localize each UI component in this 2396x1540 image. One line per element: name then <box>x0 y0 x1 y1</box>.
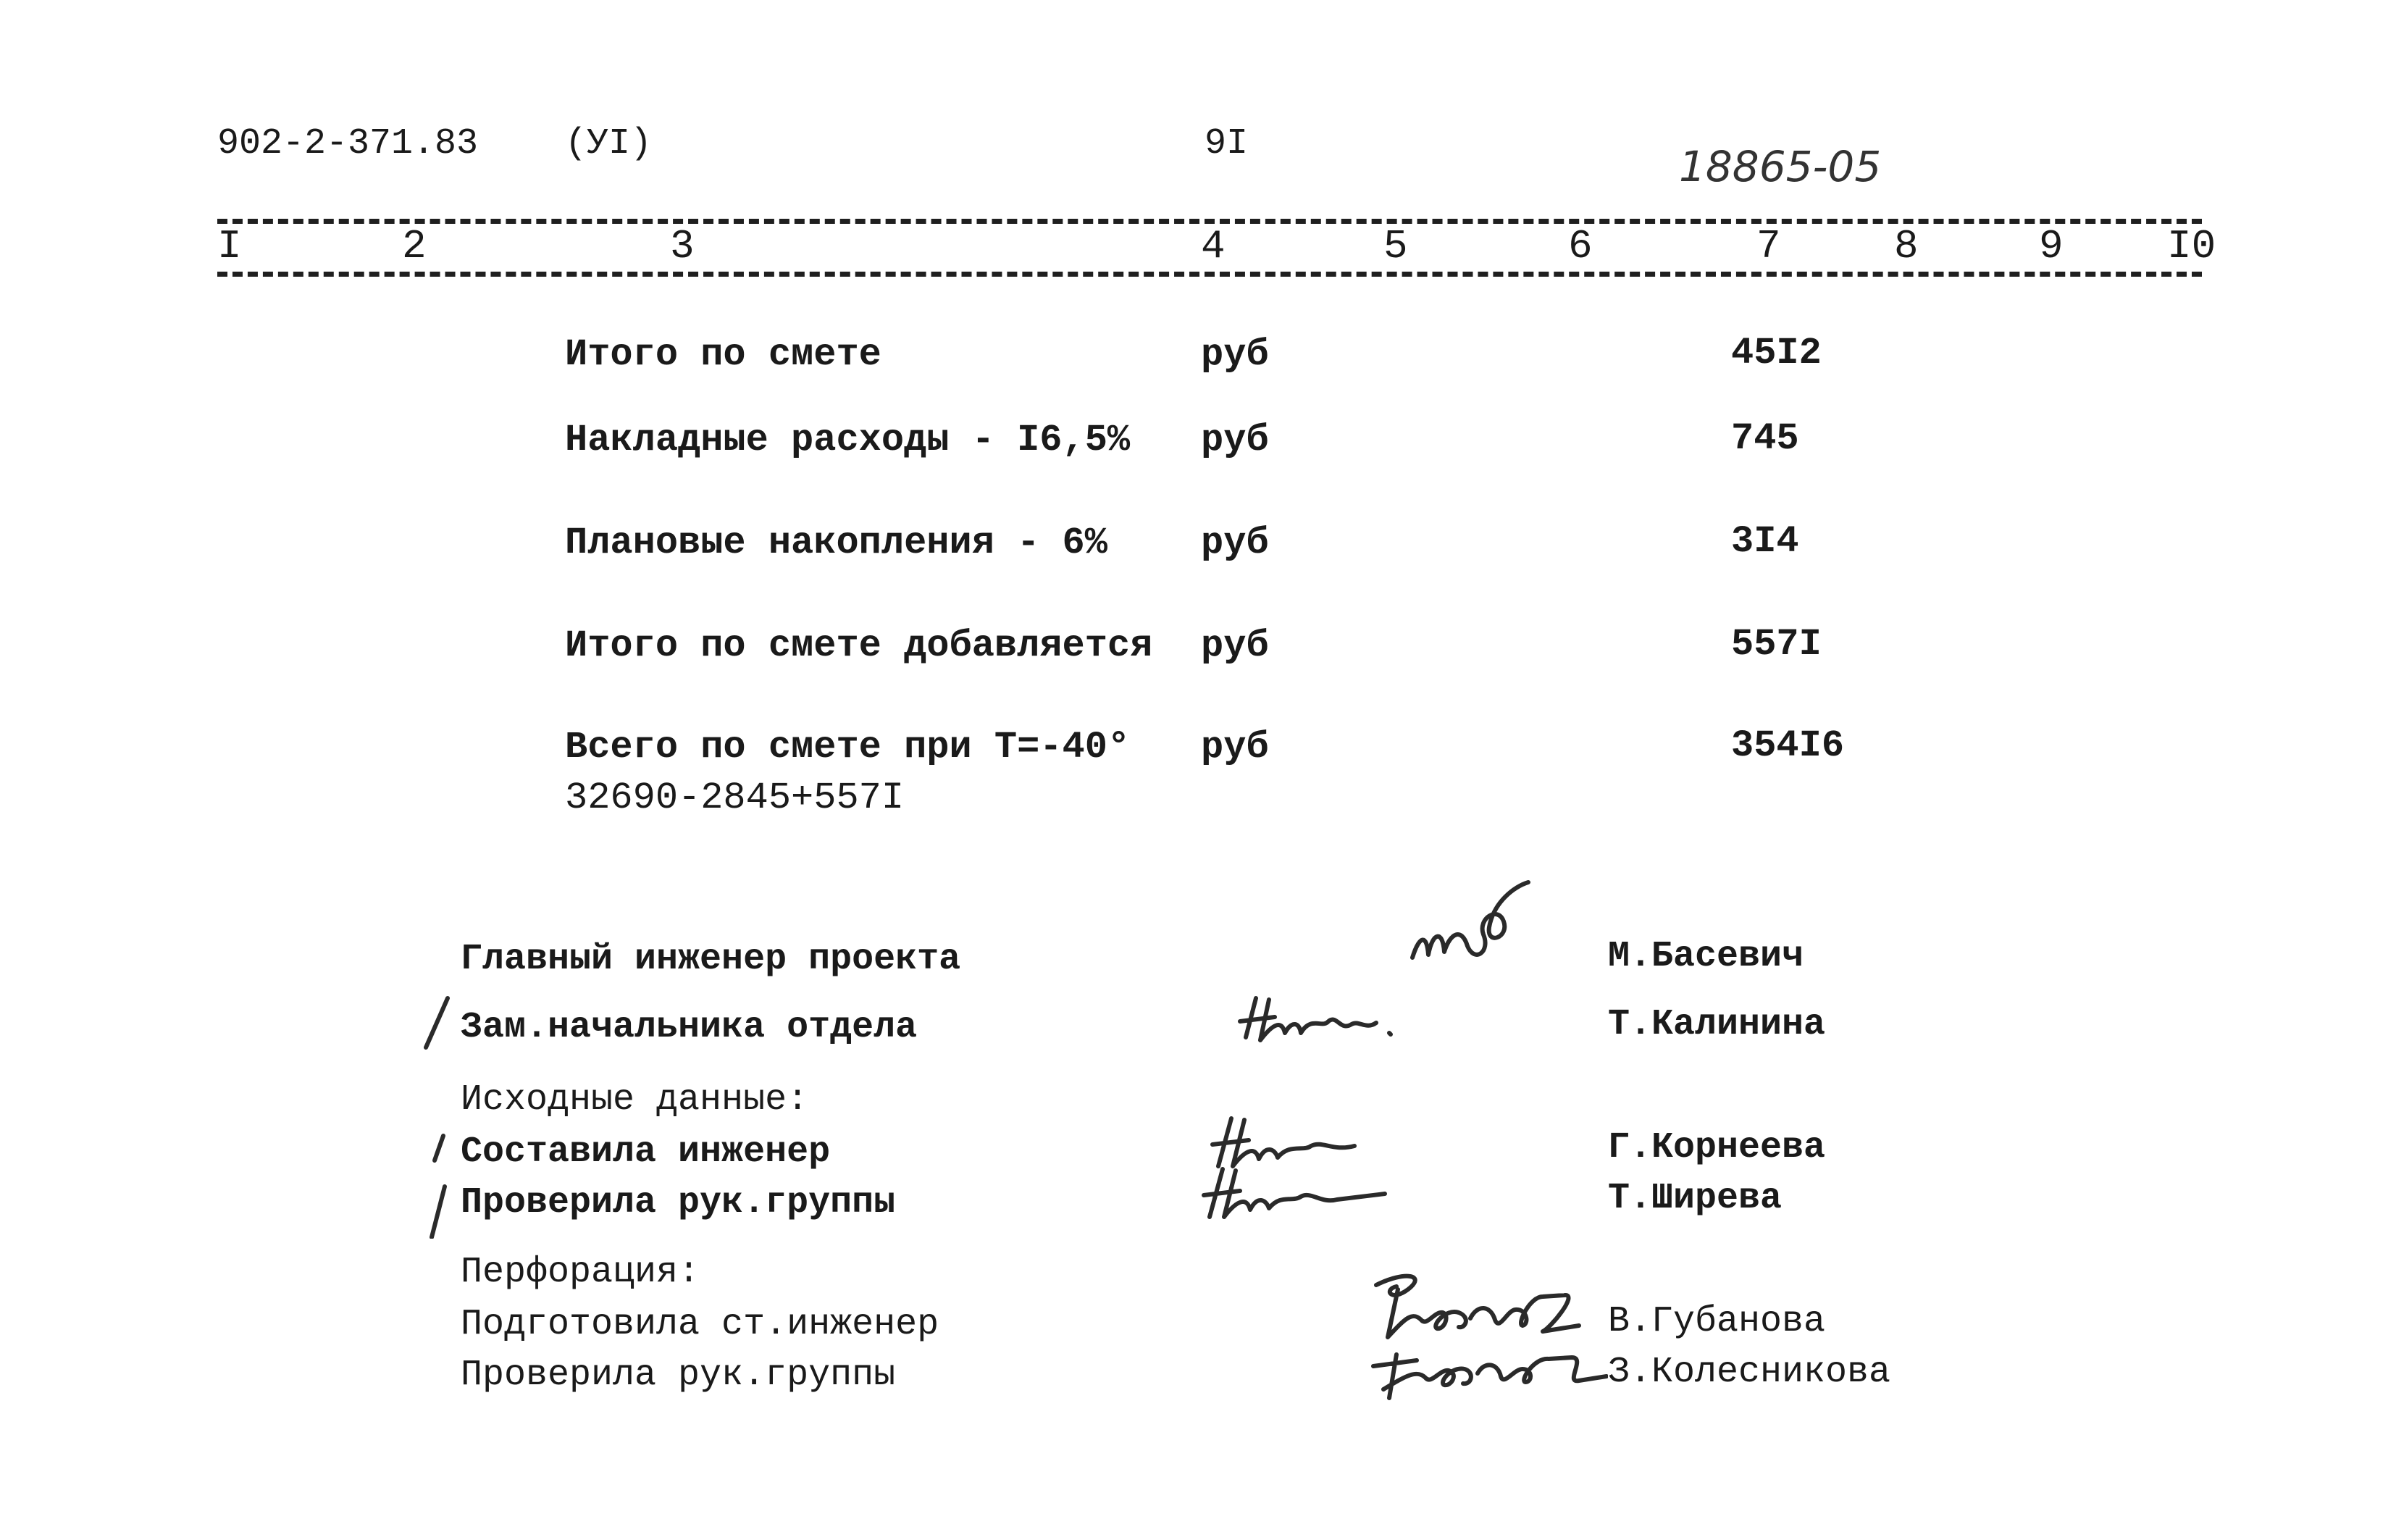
row-unit: руб <box>1201 522 1269 564</box>
inventory-number: 18865-05 <box>1679 142 1882 191</box>
check-marks <box>413 992 456 1239</box>
row-value: 3I4 <box>1731 520 1799 563</box>
role-compiled: Составила инженер <box>461 1131 831 1173</box>
name-checked: Т.Ширева <box>1608 1178 1783 1219</box>
name-chief-engineer: М.Басевич <box>1608 936 1804 977</box>
row-value: 745 <box>1731 417 1799 460</box>
ruler-line-bottom <box>217 272 2202 277</box>
column-number: 8 <box>1894 223 1919 269</box>
row-label: Всего по смете при Т=-40° <box>565 726 1131 769</box>
signature-chief-engineer <box>1405 876 1543 971</box>
role-checked: Проверила рук.группы <box>461 1182 896 1223</box>
column-number: 4 <box>1201 223 1226 269</box>
column-number: 6 <box>1568 223 1593 269</box>
row-unit: руб <box>1201 333 1269 376</box>
name-prepared: В.Губанова <box>1608 1301 1826 1342</box>
role-prepared: Подготовила ст.инженер <box>461 1304 939 1345</box>
column-number: 3 <box>670 223 695 269</box>
document-section: (УI) <box>565 123 653 164</box>
row-sublabel: 32690-2845+557I <box>565 777 905 819</box>
row-unit: руб <box>1201 624 1269 667</box>
column-number: 2 <box>402 223 427 269</box>
column-number: I0 <box>2167 223 2216 269</box>
row-value: 45I2 <box>1731 332 1822 374</box>
row-value: 557I <box>1731 623 1822 666</box>
name-compiled: Г.Корнеева <box>1608 1127 1826 1168</box>
source-data-heading: Исходные данные: <box>461 1079 809 1121</box>
column-number: 7 <box>1756 223 1781 269</box>
row-value: 354I6 <box>1731 724 1845 767</box>
row-unit: руб <box>1201 726 1269 769</box>
signature-prepared-and-checked <box>1362 1268 1608 1413</box>
page-number: 9I <box>1205 123 1249 164</box>
document-code: 902-2-371.83 <box>217 123 479 164</box>
row-label: Накладные расходы - I6,5% <box>565 419 1131 461</box>
role-checked-perf: Проверила рук.группы <box>461 1355 896 1396</box>
signature-deputy-head <box>1231 985 1405 1050</box>
row-label: Плановые накопления - 6% <box>565 522 1107 564</box>
column-number: 9 <box>2039 223 2064 269</box>
name-checked-perf: З.Колесникова <box>1608 1352 1891 1393</box>
column-number: I <box>217 223 242 269</box>
row-unit: руб <box>1201 419 1269 461</box>
column-number: 5 <box>1383 223 1408 269</box>
name-deputy-head: Т.Калинина <box>1608 1004 1826 1045</box>
row-label: Итого по смете добавляется <box>565 624 1153 667</box>
perforation-heading: Перфорация: <box>461 1252 700 1293</box>
row-label: Итого по смете <box>565 333 881 376</box>
role-deputy-head: Зам.начальника отдела <box>461 1007 918 1048</box>
role-chief-engineer: Главный инженер проекта <box>461 939 961 980</box>
signature-checked <box>1195 1159 1405 1224</box>
